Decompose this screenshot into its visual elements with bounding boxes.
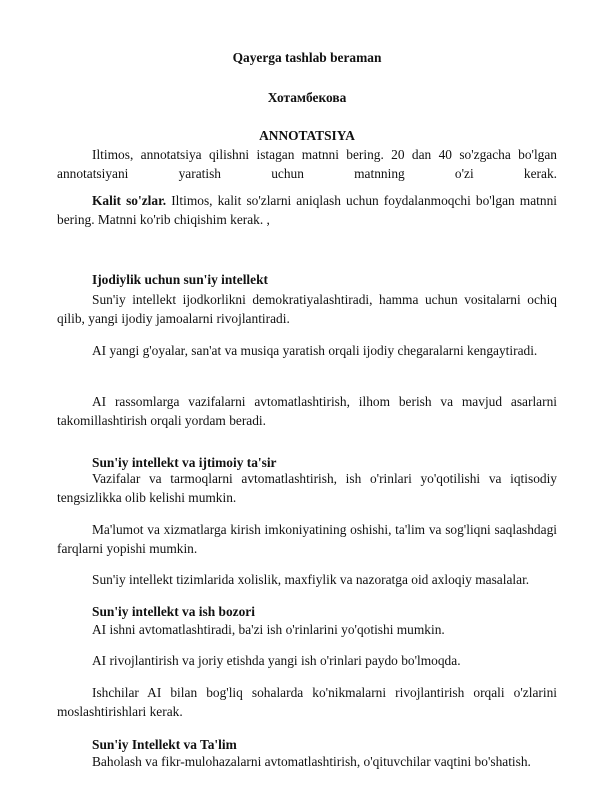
keywords-paragraph: [57, 191, 557, 230]
keywords-label: Kalit so'zlar.: [92, 193, 167, 208]
section-paragraph: AI rivojlantirish va joriy etishda yangi ish o'rinlari paydo bo'lmoqda.: [92, 653, 461, 668]
annotation-heading: ANNOTATSIYA: [259, 128, 355, 143]
section-paragraph: Sun'iy intellekt tizimlarida xolislik, maxfiylik va nazoratga oid axloqiy masalalar.: [92, 572, 530, 587]
section-paragraph: AI ishni avtomatlashtiradi, ba'zi ish o'rinlarini yo'qotishi mumkin.: [92, 622, 445, 637]
section-paragraph: Sun'iy intellekt ijodkorlikni demokratiyalashtiradi, hamma uchun vositalarni ochiq qilib, yangi ijodiy jamoalarni rivojlantiradi.: [57, 292, 557, 327]
section-paragraph: Baholash va fikr-mulohazalarni avtomatlashtirish, o'qituvchilar vaqtini bo'shatish.: [92, 754, 531, 769]
author-name: Хотамбекова: [267, 90, 347, 105]
section-paragraph: Vazifalar va tarmoqlarni avtomatlashtirish, ish o'rinlari yo'qotilishi va iqtisodiy tengsizlikka olib kelishi mumkin.: [57, 471, 557, 506]
section-heading: Sun'iy intellekt va ish bozori: [92, 604, 255, 619]
section-paragraph: Ishchilar AI bilan bog'liq sohalarda ko'nikmalarni rivojlantirish orqali o'zlarini moslashtirishlari kerak.: [57, 685, 557, 720]
section-paragraph: AI yangi g'oyalar, san'at va musiqa yaratish orqali ijodiy chegaralarni kengaytiradi.: [92, 343, 538, 358]
section-heading: Sun'iy intellekt va ijtimoiy ta'sir: [92, 455, 277, 470]
section-heading: Ijodiylik uchun sun'iy intellekt: [92, 272, 268, 287]
section-paragraph: AI rassomlarga vazifalarni avtomatlashtirish, ilhom berish va mavjud asarlarni takomillashtirish orqali yordam beradi.: [57, 394, 557, 429]
section-paragraph: Ma'lumot va xizmatlarga kirish imkoniyatining oshishi, ta'lim va sog'liqni saqlashdagi farqlarni yopishi mumkin.: [57, 522, 557, 557]
document-title: Qayerga tashlab beraman: [232, 50, 382, 65]
keywords-text: Iltimos, kalit so'zlarni aniqlash uchun foydalanmoqchi bo'lgan matnni bering. Matnni ko'rib chiqishim kerak. ,: [57, 193, 558, 228]
section-heading: Sun'iy Intellekt va Ta'lim: [92, 737, 237, 752]
annotation-text: Iltimos, annotatsiya qilishni istagan matnni bering. 20 dan 40 so'zgacha bo'lgan annotatsiyani yaratish uchun matnning o'zi kerak.: [57, 147, 557, 182]
